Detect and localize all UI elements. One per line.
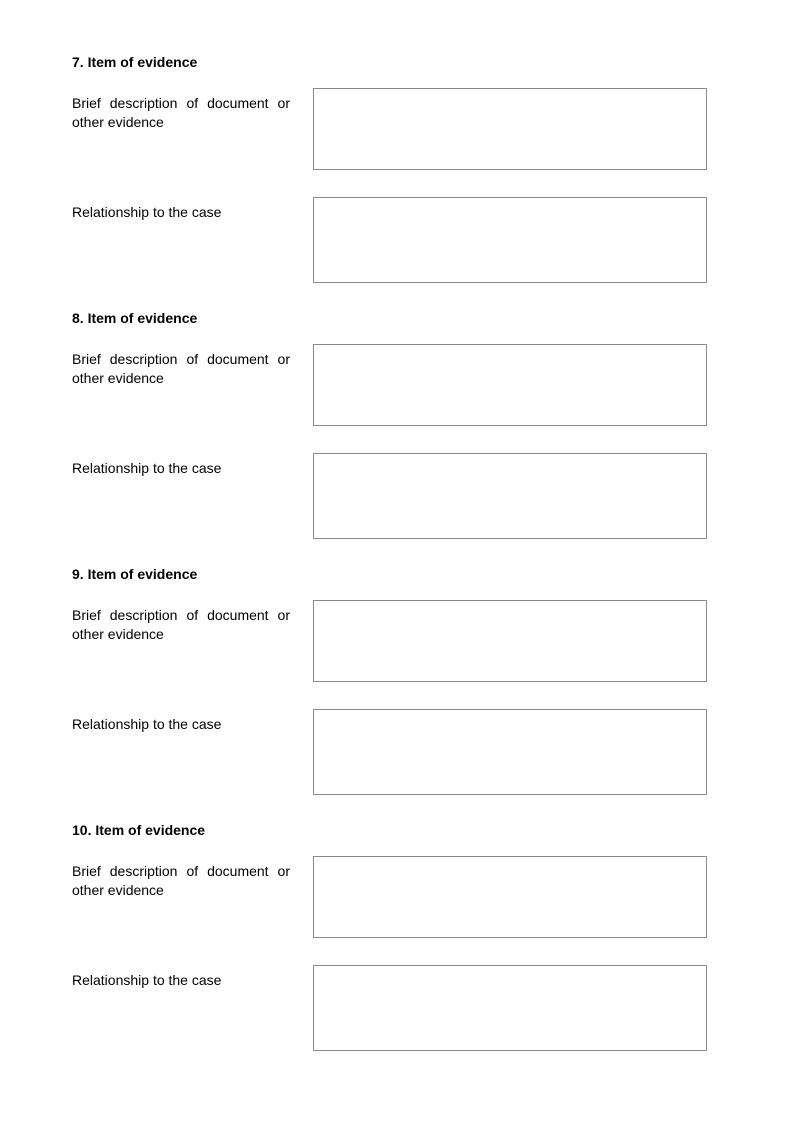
- description-input[interactable]: [313, 600, 707, 682]
- relationship-field-row: [72, 965, 707, 1051]
- evidence-section-10: [72, 822, 707, 1051]
- description-label: Brief description of document or other evidence: [72, 351, 290, 386]
- description-label: Brief description of document or other evidence: [72, 607, 290, 642]
- evidence-section-7: [72, 54, 707, 283]
- description-field-row: [72, 856, 707, 938]
- description-label: Brief description of document or other evidence: [72, 95, 290, 130]
- relationship-input[interactable]: [313, 709, 707, 795]
- relationship-input[interactable]: [313, 965, 707, 1051]
- section-heading: 9. Item of evidence: [72, 566, 198, 582]
- relationship-field-row: [72, 453, 707, 539]
- description-field-row: [72, 344, 707, 426]
- description-input[interactable]: [313, 88, 707, 170]
- relationship-input[interactable]: [313, 453, 707, 539]
- description-input[interactable]: [313, 856, 707, 938]
- description-field-row: [72, 88, 707, 170]
- section-heading: 8. Item of evidence: [72, 310, 198, 326]
- evidence-section-8: [72, 310, 707, 539]
- description-label: Brief description of document or other evidence: [72, 863, 290, 898]
- relationship-label: Relationship to the case: [72, 204, 222, 220]
- section-heading: 7. Item of evidence: [72, 54, 198, 70]
- relationship-field-row: [72, 197, 707, 283]
- relationship-label: Relationship to the case: [72, 460, 222, 476]
- relationship-field-row: [72, 709, 707, 795]
- evidence-section-9: [72, 566, 707, 795]
- relationship-input[interactable]: [313, 197, 707, 283]
- description-input[interactable]: [313, 344, 707, 426]
- relationship-label: Relationship to the case: [72, 716, 222, 732]
- description-field-row: [72, 600, 707, 682]
- relationship-label: Relationship to the case: [72, 972, 222, 988]
- section-heading: 10. Item of evidence: [72, 822, 206, 838]
